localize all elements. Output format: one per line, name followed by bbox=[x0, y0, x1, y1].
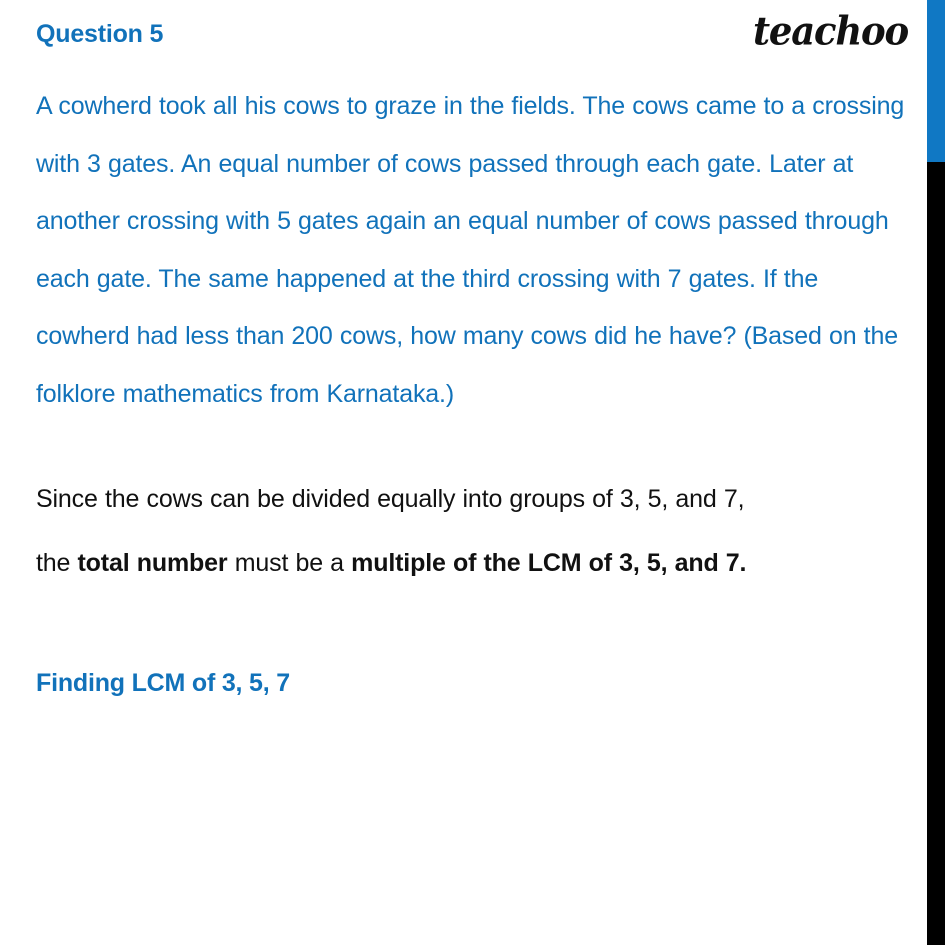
solution-line-2-prefix: the bbox=[36, 549, 78, 577]
finding-lcm-heading: Finding LCM of 3, 5, 7 bbox=[36, 669, 290, 697]
question-text: A cowherd took all his cows to graze in the fields. The cows came to a crossing with 3 gates. An equal number of cows passed through each gate. Later at another crossing with 5 gates again an equal number of cows passed through each gate. The same happened at the third crossing with 7 gates. If the cowherd had less than 200 cows, how many cows did he have? (Based on the folklore mathematics from Karnataka.) bbox=[36, 92, 905, 408]
question-number-heading: Question 5 bbox=[36, 20, 164, 48]
solution-line-2 bbox=[36, 531, 916, 595]
solution-emphasis-lcm: multiple of the LCM of 3, 5, and 7. bbox=[351, 549, 747, 577]
right-edge-blue-bar bbox=[927, 0, 945, 162]
right-edge-black-bar bbox=[927, 162, 945, 945]
teachoo-logo: teachoo bbox=[753, 7, 908, 54]
solution-line-1-text: Since the cows can be divided equally into groups of 3, 5, and 7, bbox=[36, 485, 745, 513]
header-row bbox=[36, 0, 916, 62]
solution-text bbox=[36, 467, 916, 595]
solution-line-1 bbox=[36, 467, 916, 531]
solution-line-2-middle: must be a bbox=[227, 549, 352, 577]
content-column bbox=[36, 0, 916, 698]
solution-emphasis-total-number: total number bbox=[77, 549, 228, 577]
